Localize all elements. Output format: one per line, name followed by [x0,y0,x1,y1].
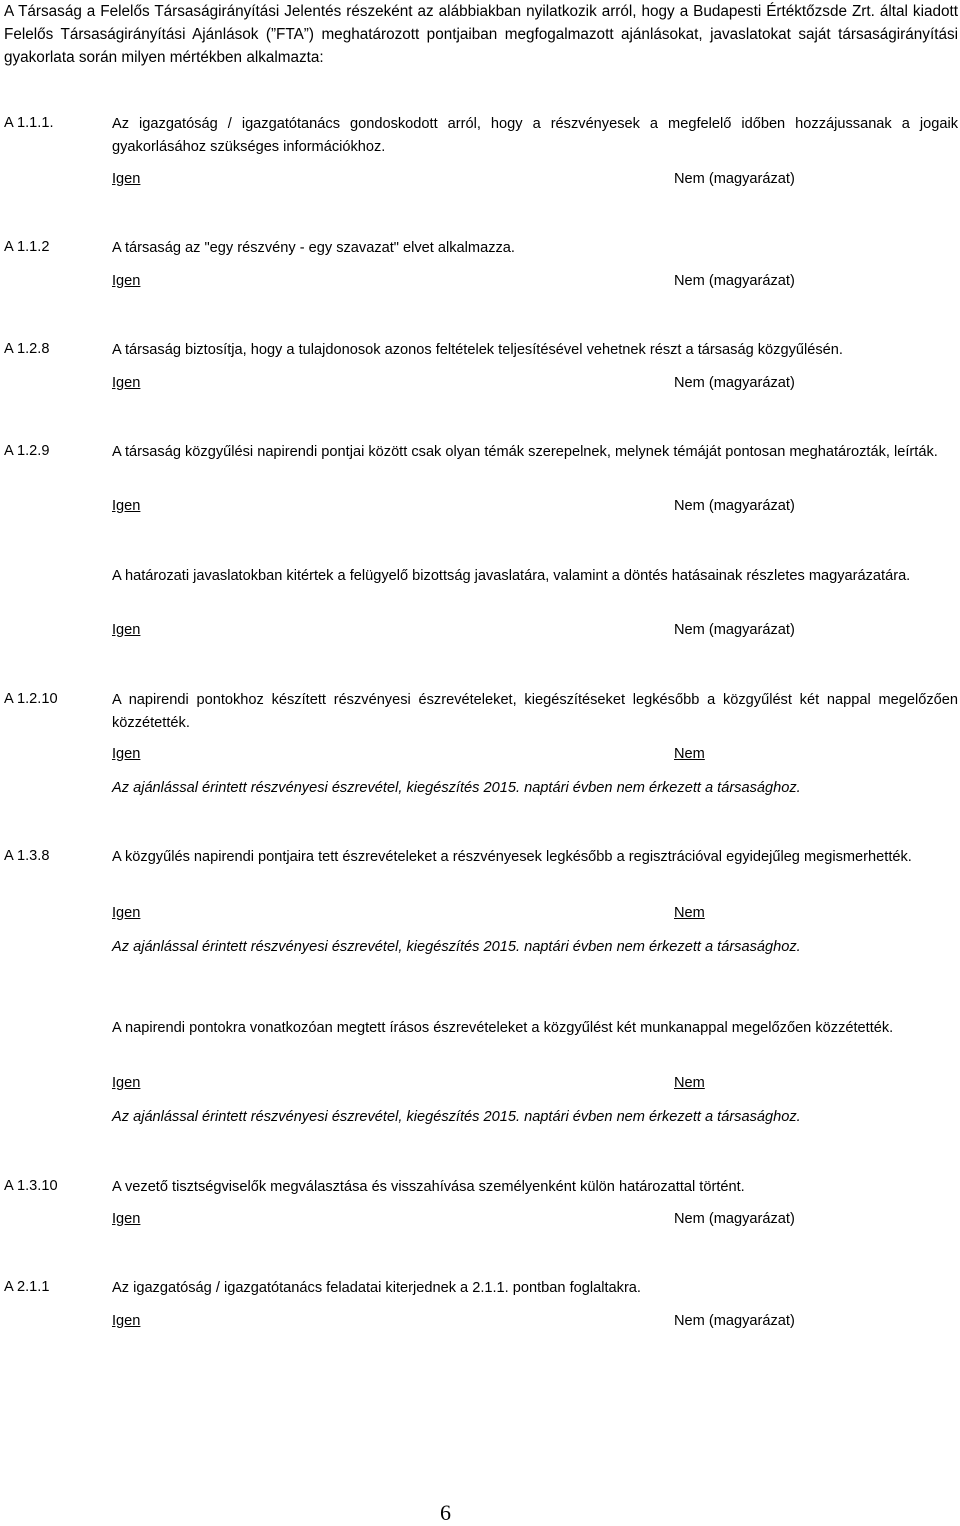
yes-option[interactable]: Igen [112,1313,141,1329]
no-option[interactable]: Nem (magyarázat) [674,171,795,187]
item-code: A 1.2.9 [4,443,50,459]
no-option[interactable]: Nem [674,905,705,921]
item-text: A határozati javaslatokban kitértek a felügyelő bizottság javaslatára, valamint a döntés hatásainak részletes magyarázatára. [112,568,911,584]
yes-option[interactable]: Igen [112,905,141,921]
yes-option[interactable]: Igen [112,1075,141,1091]
yes-option[interactable]: Igen [112,273,141,289]
item-code: A 1.1.2 [4,239,50,255]
yes-option[interactable]: Igen [112,622,141,638]
item-code: A 1.3.8 [4,848,50,864]
item-code: A 1.3.10 [4,1178,58,1194]
yes-option[interactable]: Igen [112,171,141,187]
item-note: Az ajánlással érintett részvényesi észrevétel, kiegészítés 2015. naptári évben nem érkezett a társasághoz. [112,1109,801,1125]
item-text: A társaság biztosítja, hogy a tulajdonosok azonos feltételek teljesítésével vehetnek részt a társaság közgyűlésén. [112,342,843,358]
item-note: Az ajánlással érintett részvényesi észrevétel, kiegészítés 2015. naptári évben nem érkezett a társasághoz. [112,939,801,955]
yes-option[interactable]: Igen [112,498,141,514]
item-code: A 1.1.1. [4,115,54,131]
no-option[interactable]: Nem (magyarázat) [674,498,795,514]
item-code: A 1.2.8 [4,341,50,357]
no-option[interactable]: Nem (magyarázat) [674,622,795,638]
no-option[interactable]: Nem [674,746,705,762]
page-number: 6 [440,1500,451,1525]
no-option[interactable]: Nem (magyarázat) [674,1313,795,1329]
item-text: Az igazgatóság / igazgatótanács feladatai kiterjednek a 2.1.1. pontban foglaltakra. [112,1280,641,1296]
intro-paragraph: A Társaság a Felelős Társaságirányítási Jelentés részeként az alábbiakban nyilatkozik arról, hogy a Budapesti Értéktőzsde Zrt. által kiadott Felelős Társaságirányítási Ajánlások (”FTA”) meghatározott pontjaiban megfogalmazott ajánlásokat, javaslatokat saját társaságirányítási gyakorlata során milyen mértékben alkalmazta: [4,3,958,66]
no-option[interactable]: Nem (magyarázat) [674,375,795,391]
item-text: A társaság közgyűlési napirendi pontjai között csak olyan témák szerepelnek, melynek témáját pontosan meghatározták, leírták. [112,444,938,460]
item-text: A társaság az "egy részvény - egy szavazat" elvet alkalmazza. [112,240,515,256]
no-option[interactable]: Nem (magyarázat) [674,273,795,289]
item-text: A vezető tisztségviselők megválasztása és visszahívása személyenként külön határozattal történt. [112,1179,745,1195]
item-code: A 1.2.10 [4,691,58,707]
yes-option[interactable]: Igen [112,375,141,391]
item-note: Az ajánlással érintett részvényesi észrevétel, kiegészítés 2015. naptári évben nem érkezett a társasághoz. [112,780,801,796]
item-code: A 2.1.1 [4,1279,50,1295]
yes-option[interactable]: Igen [112,1211,141,1227]
no-option[interactable]: Nem (magyarázat) [674,1211,795,1227]
yes-option[interactable]: Igen [112,746,141,762]
item-text: A közgyűlés napirendi pontjaira tett észrevételeket a részvényesek legkésőbb a regisztrációval egyidejűleg megismerhették. [112,849,912,865]
no-option[interactable]: Nem [674,1075,705,1091]
item-text: A napirendi pontokra vonatkozóan megtett írásos észrevételeket a közgyűlést két munkanappal megelőzően közzétették. [112,1020,894,1036]
item-text: A napirendi pontokhoz készített részvényesi észrevételeket, kiegészítéseket legkésőbb a közgyűlést két nappal megelőzően közzétették. [112,692,958,731]
item-text: Az igazgatóság / igazgatótanács gondoskodott arról, hogy a részvényesek a megfelelő időben hozzájussanak a jogaik gyakorlásához szükséges információkhoz. [112,116,958,155]
